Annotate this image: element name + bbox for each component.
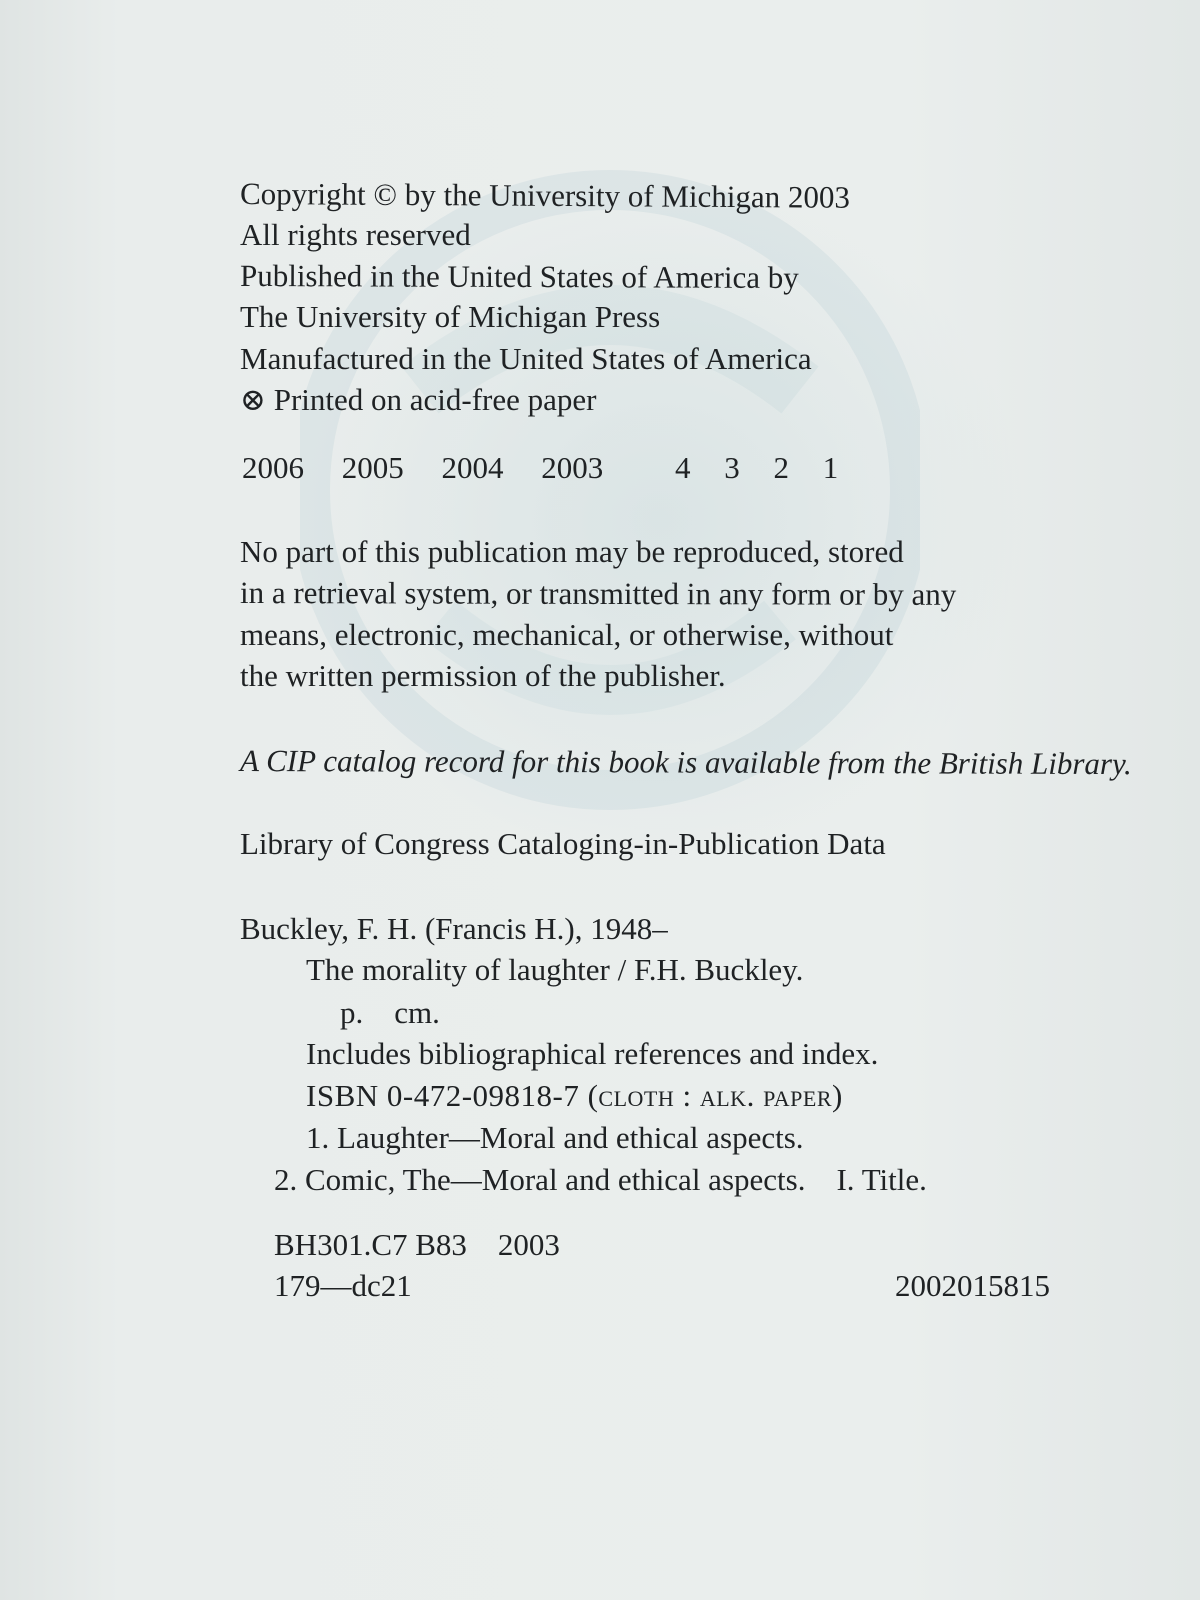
permission-line: in a retrieval system, or transmitted in any form or by any [239, 575, 957, 612]
manufactured-line: Manufactured in the United States of America [240, 341, 812, 376]
catalog-physical: p. cm. [340, 995, 440, 1030]
catalog-subject: 1. Laughter—Moral and ethical aspects. [306, 1120, 804, 1155]
rights-line: All rights reserved [240, 217, 471, 252]
loc-heading: Library of Congress Cataloging-in-Publication Data [240, 826, 886, 861]
published-line: Published in the United States of America by [239, 258, 799, 295]
call-number: BH301.C7 B83 2003 [274, 1227, 560, 1262]
impression-number: 2 [773, 450, 789, 485]
permission-line: the written permission of the publisher. [240, 658, 726, 693]
printing-history-line [242, 450, 864, 486]
catalog-notes: Includes bibliographical references and index. [306, 1036, 879, 1071]
print-year: 2006 [242, 450, 304, 485]
dewey-number: 179—dc21 [274, 1268, 412, 1303]
impression-number: 3 [724, 450, 740, 485]
permission-line: means, electronic, mechanical, or otherwise, without [240, 617, 894, 652]
catalog-title: The morality of laughter / F.H. Buckley. [306, 952, 804, 987]
print-year: 2003 [541, 450, 604, 485]
print-year: 2004 [441, 450, 504, 485]
cip-note: A CIP catalog record for this book is available from the British Library. [239, 743, 1132, 782]
publisher-line: The University of Michigan Press [240, 299, 661, 334]
acid-free-line: ⊗ Printed on acid-free paper [240, 382, 597, 417]
catalog-isbn: ISBN 0-472-09818-7 (cloth : alk. paper) [306, 1078, 843, 1113]
catalog-subject: 2. Comic, The—Moral and ethical aspects. I. Title. [274, 1162, 927, 1197]
copyright-line: Copyright © by the University of Michigan 2003 [239, 176, 851, 215]
catalog-author: Buckley, F. H. (Francis H.), 1948– [240, 911, 668, 946]
permission-line: No part of this publication may be reproduced, stored [240, 534, 904, 569]
print-year: 2005 [341, 450, 404, 485]
impression-number: 1 [822, 450, 839, 485]
impression-number: 4 [675, 450, 691, 485]
lccn-number: 2002015815 [895, 1268, 1050, 1303]
